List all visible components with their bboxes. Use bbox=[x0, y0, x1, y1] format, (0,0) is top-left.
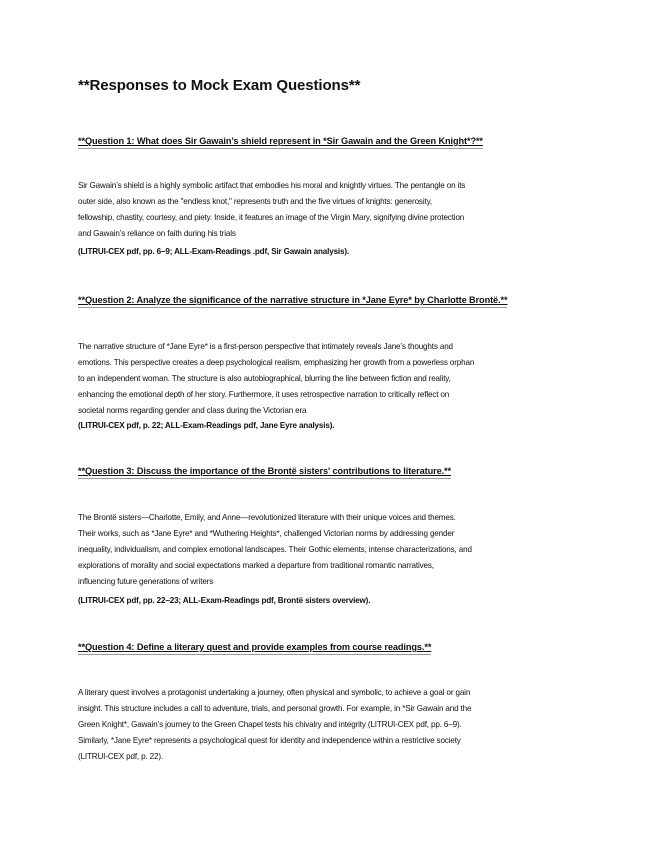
answer-line: inequality, individualism, and complex emotional landscapes. Their Gothic elements, intense characterizations, and bbox=[78, 545, 472, 554]
question-3-heading: **Question 3: Discuss the importance of the Brontë sisters' contributions to literature.** bbox=[78, 466, 452, 476]
answer-line: insight. This structure includes a call to adventure, trials, and personal growth. For example, in *Sir Gawain and the bbox=[78, 704, 472, 713]
answer-line: Sir Gawain’s shield is a highly symbolic artifact that embodies his moral and knightly virtues. The pentangle on its bbox=[78, 181, 466, 190]
answer-line: fellowship, chastity, courtesy, and piety. Inside, it features an image of the Virgin Mary, signifying divine protection bbox=[78, 213, 465, 222]
answer-line: influencing future generations of writers bbox=[78, 577, 214, 586]
question-4-heading: **Question 4: Define a literary quest and provide examples from course readings.** bbox=[78, 642, 432, 652]
answer-line: societal norms regarding gender and class during the Victorian era bbox=[78, 406, 307, 415]
answer-line: Their works, such as *Jane Eyre* and *Wuthering Heights*, challenged Victorian norms by addressing gender bbox=[78, 529, 455, 538]
question-1-answer bbox=[78, 178, 465, 242]
question-4-answer bbox=[78, 685, 471, 765]
question-3-reference: (LITRUI-CEX pdf, pp. 22–23; ALL-Exam-Readings pdf, Brontë sisters overview). bbox=[78, 596, 371, 605]
question-1-heading: **Question 1: What does Sir Gawain’s shield represent in *Sir Gawain and the Green Knight*?** bbox=[78, 136, 483, 146]
answer-line: to an independent woman. The structure is also autobiographical, blurring the line between fiction and reality, bbox=[78, 374, 451, 383]
answer-line: Green Knight*, Gawain’s journey to the Green Chapel tests his chivalry and integrity (LITRUI-CEX pdf, pp. 6–9). bbox=[78, 720, 462, 729]
answer-line: and Gawain’s reliance on faith during his trials bbox=[78, 229, 236, 238]
answer-line: The narrative structure of *Jane Eyre* is a first-person perspective that intimately reveals Jane’s thoughts and bbox=[78, 342, 453, 351]
question-2-answer bbox=[78, 339, 474, 419]
answer-line: A literary quest involves a protagonist undertaking a journey, often physical and symbolic, to achieve a goal or gain bbox=[78, 688, 471, 697]
answer-line: enhancing the emotional depth of her story. Furthermore, it uses retrospective narration to critically reflect on bbox=[78, 390, 450, 399]
answer-line: explorations of morality and social expectations marked a departure from traditional romantic narratives, bbox=[78, 561, 434, 570]
answer-line: (LITRUI-CEX pdf, p. 22). bbox=[78, 752, 164, 761]
document-title: **Responses to Mock Exam Questions** bbox=[78, 77, 361, 94]
question-3-answer bbox=[78, 510, 472, 590]
question-2-heading: **Question 2: Analyze the significance of the narrative structure in *Jane Eyre* by Charlotte Brontë.** bbox=[78, 295, 508, 305]
answer-line: The Brontë sisters—Charlotte, Emily, and Anne—revolutionized literature with their unique voices and themes. bbox=[78, 513, 456, 522]
answer-line: Similarly, *Jane Eyre* represents a psychological quest for identity and independence within a restrictive society bbox=[78, 736, 461, 745]
question-2-reference: (LITRUI-CEX pdf, p. 22; ALL-Exam-Readings pdf, Jane Eyre analysis). bbox=[78, 421, 335, 430]
answer-line: emotions. This perspective creates a deep psychological realism, emphasizing her growth from a powerless orphan bbox=[78, 358, 475, 367]
answer-line: outer side, also known as the "endless knot," represents truth and the five virtues of knights: generosity, bbox=[78, 197, 432, 206]
question-1-reference: (LITRUI-CEX pdf, pp. 6–9; ALL-Exam-Readings .pdf, Sir Gawain analysis). bbox=[78, 247, 350, 256]
